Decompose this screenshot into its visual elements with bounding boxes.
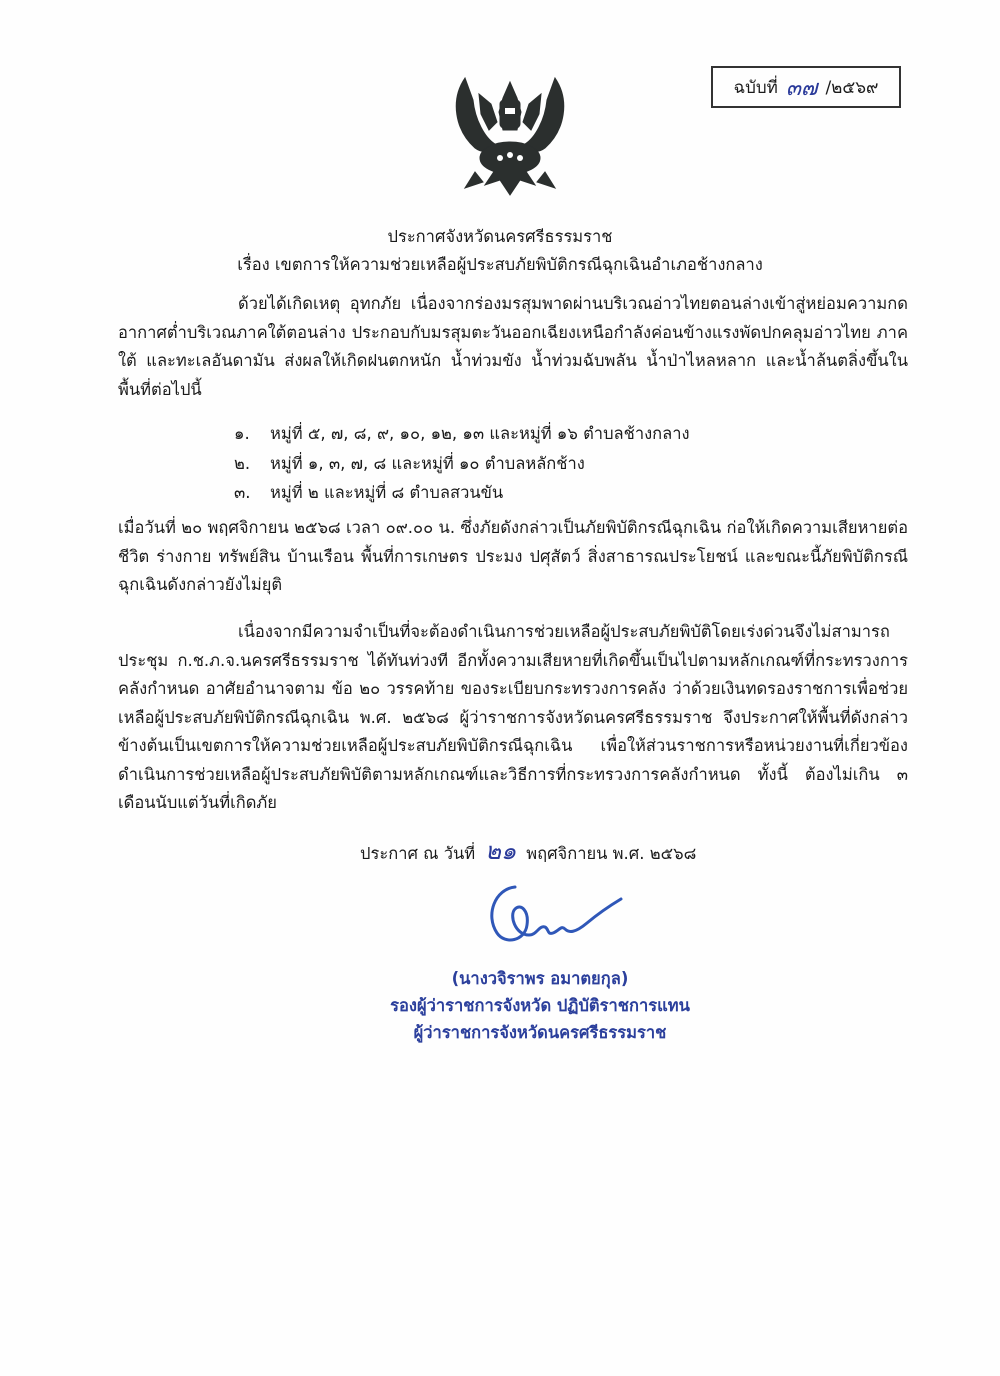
signature-icon — [475, 875, 625, 955]
paragraph-damage: เมื่อวันที่ ๒๐ พฤศจิกายน ๒๕๖๘ เวลา ๐๙.๐๐ น. ซึ่งภัยดังกล่าวเป็นภัยพิบัติกรณีฉุกเฉิน ก่อให้เกิดความเสียหายต่อชีวิต ร่างกาย ทรัพย์สิน บ้านเรือน พื้นที่การเกษตร ประมง ปศุสัตว์ สิ่งสาธารณประโยชน์ และขณะนี้ภัยพิบัติกรณีฉุกเฉินดังกล่าวยังไม่ยุติ — [118, 518, 908, 594]
document-number-box — [711, 66, 901, 108]
signatory-name: (นางวจิราพร อมาตยกุล) — [451, 969, 629, 988]
list-item-text: หมู่ที่ ๕, ๗, ๘, ๙, ๑๐, ๑๒, ๑๓ และหมู่ที่ ๑๖ ตำบลช้างกลาง — [270, 424, 690, 443]
list-item-number: ๓. — [234, 483, 251, 502]
list-item — [234, 478, 690, 508]
dateline-handwritten-day: ๒๑ — [485, 837, 517, 865]
affected-areas-list — [234, 419, 690, 508]
list-item — [234, 449, 690, 479]
announcement-title: ประกาศจังหวัดนครศรีธรรมราช — [387, 227, 613, 246]
dateline-prefix: ประกาศ ณ วันที่ — [360, 844, 476, 863]
announcement-subject: เรื่อง เขตการให้ความช่วยเหลือผู้ประสบภัยพิบัติกรณีฉุกเฉินอำเภอช้างกลาง — [237, 255, 763, 274]
paragraph-cause: ด้วยได้เกิดเหตุ อุทกภัย เนื่องจากร่องมรสุมพาดผ่านบริเวณอ่าวไทยตอนล่างเข้าสู่หย่อมความกดอากาศต่ำบริเวณภาคใต้ตอนล่าง ประกอบกับมรสุมตะวันออกเฉียงเหนือกำลังค่อนข้างแรงพัดปกคลุมอ่าวไทย ภาคใต้ และทะเลอันดามัน ส่งผลให้เกิดฝนตกหนัก น้ำท่วมขัง น้ำท่วมฉับพลัน น้ำป่าไหลหลาก และน้ำล้นตลิ่งขึ้นในพื้นที่ต่อไปนี้ — [118, 294, 908, 399]
list-item — [234, 419, 690, 449]
document-number-handwritten: ๓๗ — [785, 75, 818, 101]
list-item-text: หมู่ที่ ๑, ๓, ๗, ๘ และหมู่ที่ ๑๐ ตำบลหลักช้าง — [270, 453, 585, 473]
list-item-number: ๒. — [234, 453, 251, 473]
document-number-label: ฉบับที่ — [733, 77, 778, 98]
paragraph-declaration: เนื่องจากมีความจำเป็นที่จะต้องดำเนินการช่วยเหลือผู้ประสบภัยพิบัติโดยเร่งด่วนจึงไม่สามารถประชุม ก.ช.ภ.จ.นครศรีธรรมราช ได้ทันท่วงที อีกทั้งความเสียหายที่เกิดขึ้นเป็นไปตามหลักเกณฑ์ที่กระทรวงการคลังกำหนด อาศัยอำนาจตาม ข้อ ๒๐ วรรคท้าย ของระเบียบกระทรวงการคลัง ว่าด้วยเงินทดรองราชการเพื่อช่วยเหลือผู้ประสบภัยพิบัติกรณีฉุกเฉิน พ.ศ. ๒๕๖๘ ผู้ว่าราชการจังหวัดนครศรีธรรมราช จึงประกาศให้พื้นที่ดังกล่าวข้างต้นเป็นเขตการให้ความช่วยเหลือผู้ประสบภัยพิบัติกรณีฉุกเฉิน เพื่อให้ส่วนราชการหรือหน่วยงานที่เกี่ยวข้องดำเนินการช่วยเหลือผู้ประสบภัยพิบัติตามหลักเกณฑ์และวิธีการที่กระทรวงการคลังกำหนด ทั้งนี้ ต้องไม่เกิน ๓ เดือนนับแต่วันที่เกิดภัย — [118, 622, 908, 812]
signatory-authority: ผู้ว่าราชการจังหวัดนครศรีธรรมราช — [413, 1023, 667, 1042]
garuda-emblem-icon — [445, 60, 575, 205]
list-item-text: หมู่ที่ ๒ และหมู่ที่ ๘ ตำบลสวนขัน — [270, 483, 504, 502]
dateline-month-year: พฤศจิกายน พ.ศ. ๒๕๖๘ — [526, 844, 697, 863]
list-item-number: ๑. — [234, 424, 250, 443]
document-number-year: /๒๕๖๙ — [825, 77, 879, 98]
dateline — [360, 831, 696, 870]
signatory-position: รองผู้ว่าราชการจังหวัด ปฏิบัติราชการแทน — [390, 996, 690, 1015]
